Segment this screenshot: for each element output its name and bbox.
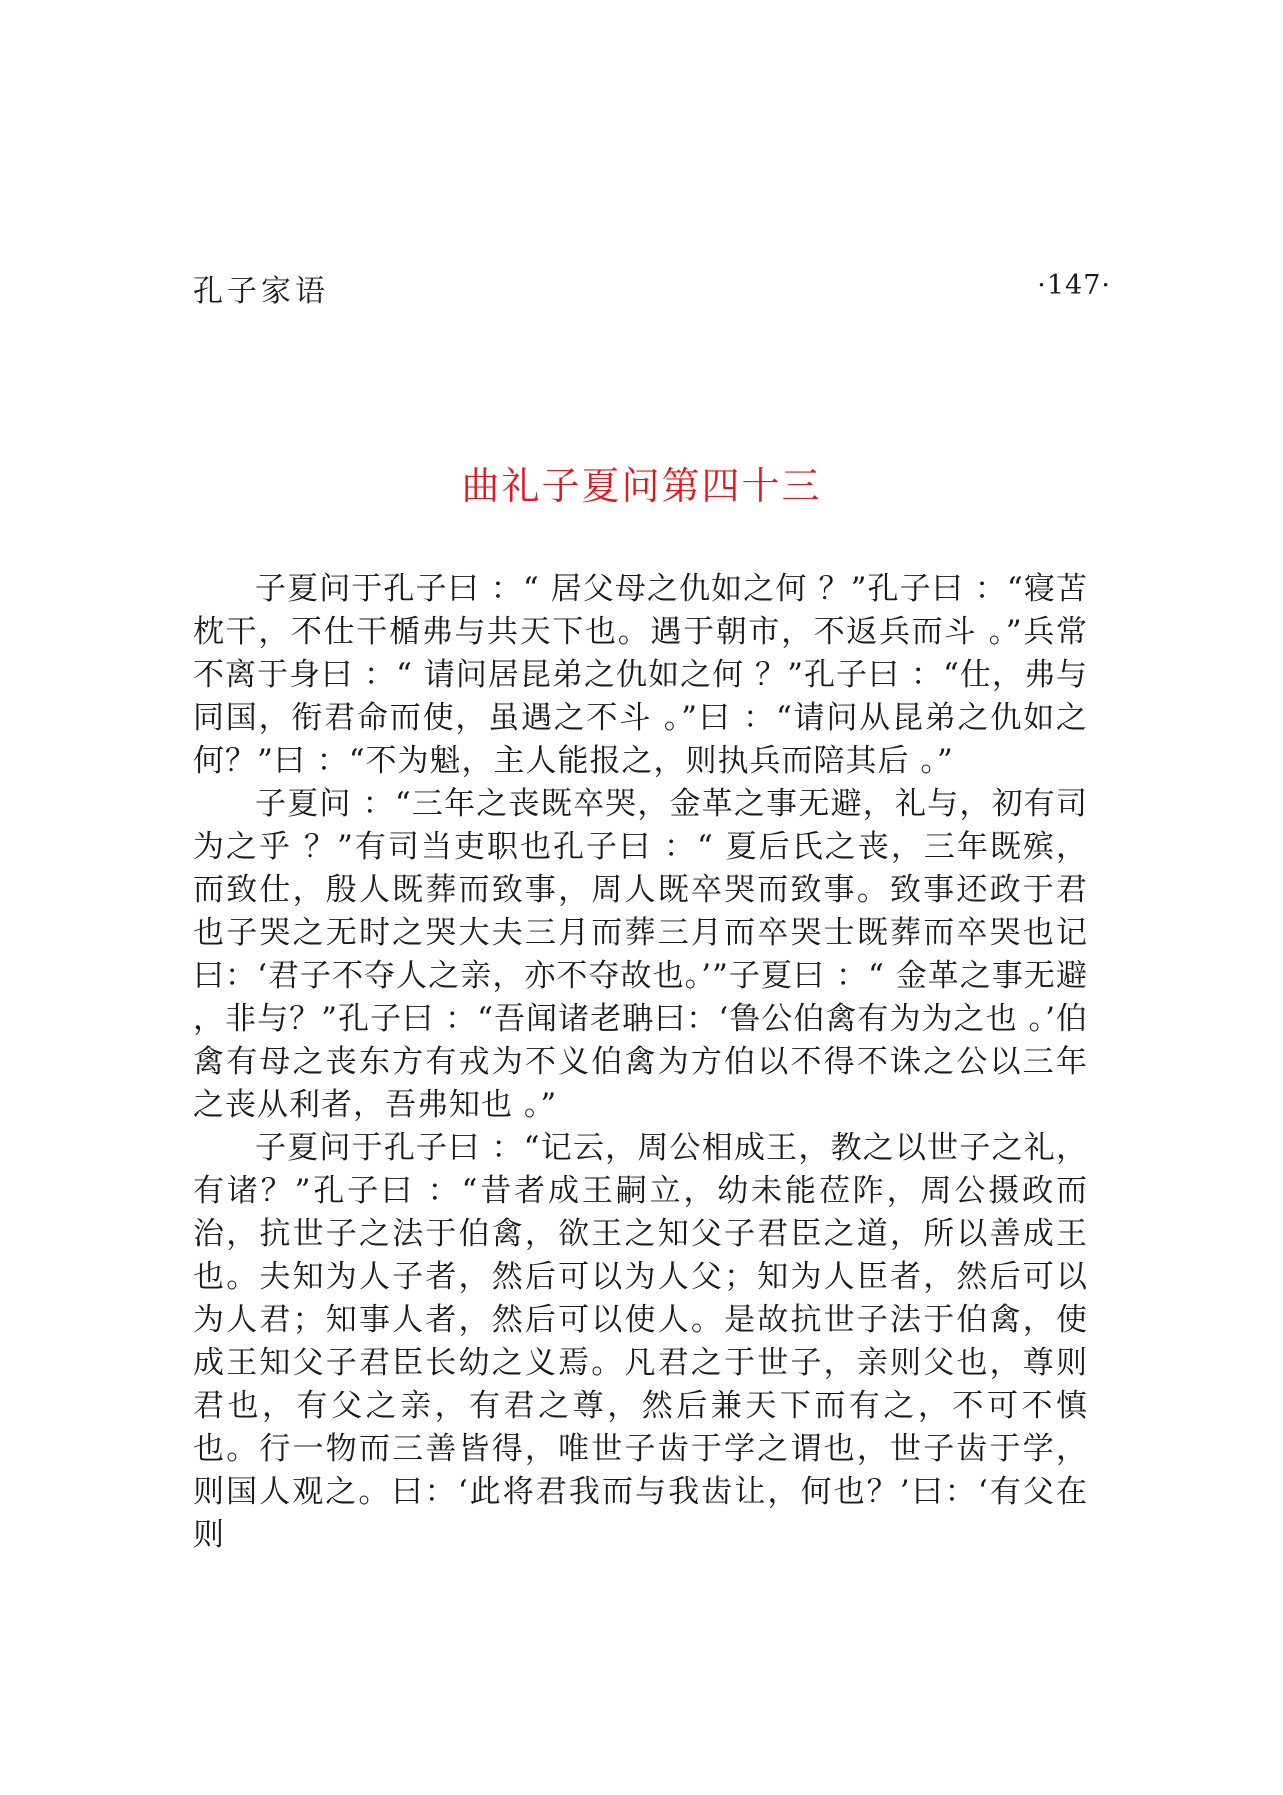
page-number: ·147· [1037, 270, 1111, 301]
paragraph-1: 子夏问于孔子曰 ：“ 居父母之仇如之何 ？”孔子曰 ：“寝苫枕干，不仕干楯弗与共天下也。遇于朝市，不返兵而斗 。”兵常不离于身曰 ：“ 请问居昆弟之仇如之何 ？”孔子曰 ：“仕，弗与同国，衔君命而使，虽遇之不斗 。”曰 ：“请问从昆弟之仇如之何？”曰 ：“不为魁，主人能报之，则执兵而陪其后 。” [193, 571, 1088, 779]
chapter-title: 曲礼子夏问第四十三 [461, 464, 822, 508]
body-text [193, 568, 1088, 1557]
running-head-book-title: 孔子家语 [193, 274, 329, 309]
paragraph-3: 子夏问于孔子曰 ：“记云，周公相成王，教之以世子之礼，有诸？”孔子曰 ：“昔者成王嗣立，幼未能莅阼，周公摄政而治，抗世子之法于伯禽，欲王之知父子君臣之道，所以善成王也。夫知为人子者，然后可以为人父；知为人臣者，然后可以为人君；知事人者，然后可以使人。是故抗世子法于伯禽，使成王知父子君臣长幼之义焉。凡君之于世子，亲则父也，尊则君也，有父之亲，有君之尊，然后兼天下而有之，不可不慎也。行一物而三善皆得，唯世子齿于学之谓也，世子齿于学，则国人观之。曰：‘此将君我而与我齿让，何也？’曰：‘有父在则 [193, 1130, 1088, 1553]
paragraph-2: 子夏问 ：“三年之丧既卒哭，金革之事无避，礼与，初有司为之乎 ？”有司当吏职也孔子曰 ：“ 夏后氏之丧，三年既殡，而致仕，殷人既葬而致事，周人既卒哭而致事。致事还政于君也子哭之无时之哭大夫三月而葬三月而卒哭士既葬而卒哭也记曰：‘君子不夺人之亲，亦不夺故也。’”子夏曰 ：“ 金革之事无避 ，非与？”孔子曰 ：“吾闻诸老聃曰：‘鲁公伯禽有为为之也 。’伯禽有母之丧东方有戎为不义伯禽为方伯以不得不诛之公以三年之丧从利者，吾弗知也 。” [193, 786, 1088, 1123]
